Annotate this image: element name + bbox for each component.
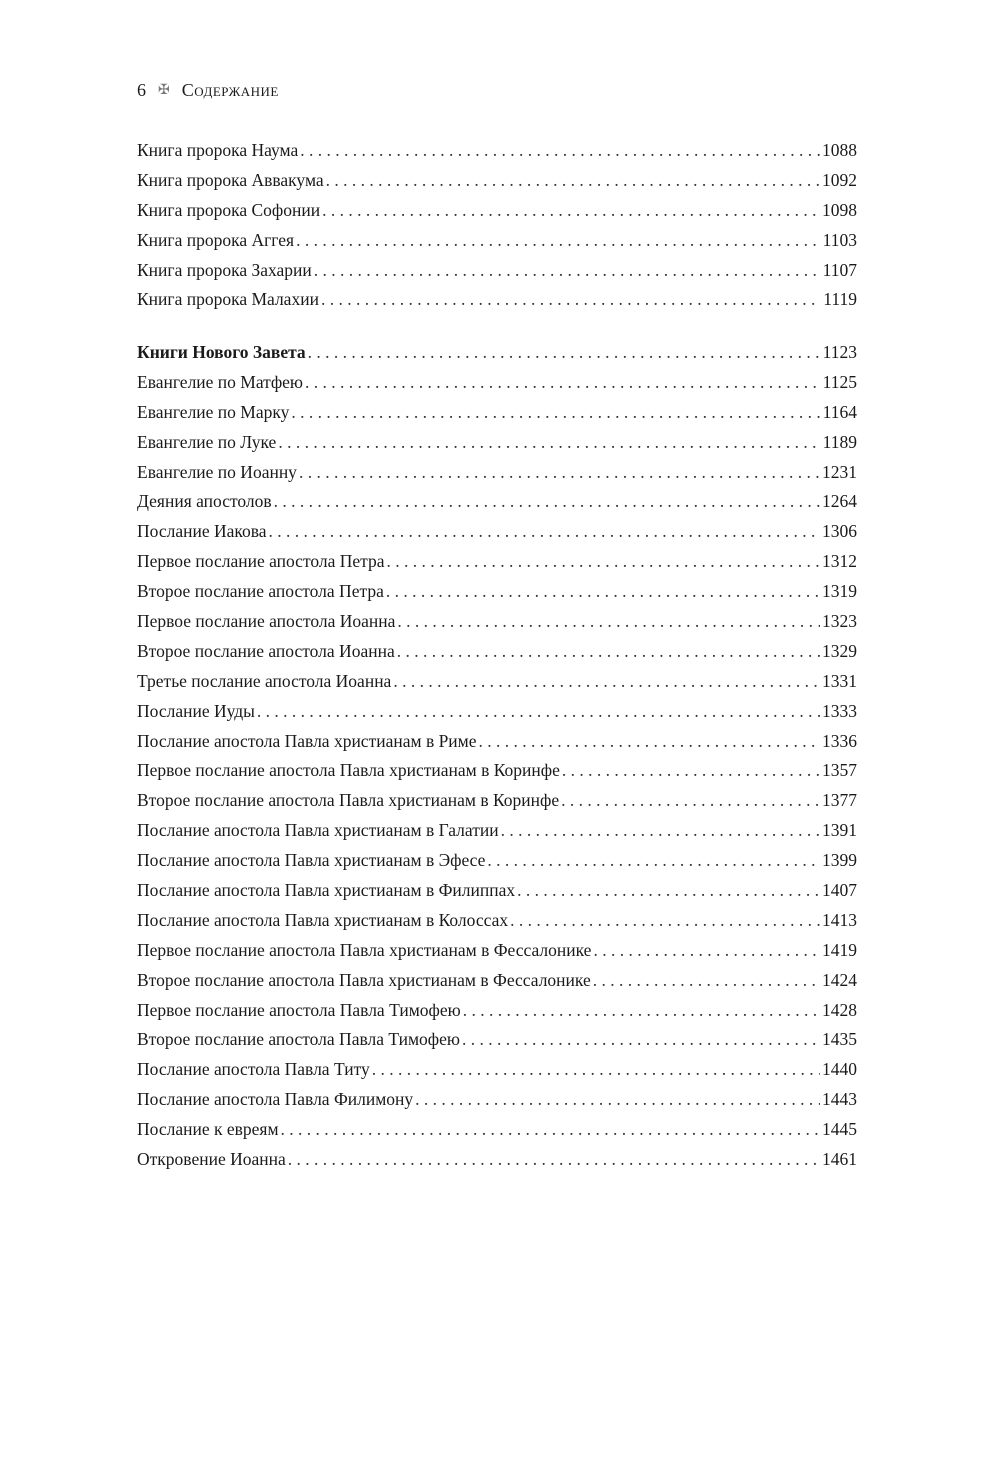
- dot-leader: [462, 1025, 820, 1055]
- toc-entry-page: 1107: [822, 259, 857, 280]
- toc-entry-page: 1336: [822, 730, 857, 751]
- toc-entry-title: Первое послание апостола Павла христианам в Фессалонике: [137, 939, 592, 960]
- toc-entry: [137, 398, 857, 428]
- dot-leader: [562, 756, 820, 786]
- dot-leader: [299, 458, 820, 488]
- toc-entry-title: Первое послание апостола Павла христианам в Коринфе: [137, 760, 560, 781]
- running-header: [137, 80, 279, 101]
- toc-entry: [137, 256, 857, 286]
- toc-entry-page: 1419: [822, 939, 857, 960]
- dot-leader: [501, 816, 820, 846]
- toc-entry: [137, 1145, 857, 1175]
- toc-entry: [137, 1055, 857, 1085]
- dot-leader: [326, 166, 820, 196]
- toc-entry-title: Второе послание апостола Иоанна: [137, 640, 395, 661]
- toc-entry: [137, 816, 857, 846]
- toc-entry: [137, 1025, 857, 1055]
- dot-leader: [593, 936, 820, 966]
- toc-entry: [137, 966, 857, 996]
- toc-entry-title: Послание Иакова: [137, 521, 267, 542]
- toc-entry-page: 1377: [822, 790, 857, 811]
- toc-entry-page: 1264: [822, 491, 857, 512]
- toc-entry-page: 1331: [822, 670, 857, 691]
- toc-entry-page: 1319: [822, 581, 857, 602]
- toc-entry: [137, 727, 857, 757]
- toc-section-old-testament: [137, 136, 857, 315]
- dot-leader: [393, 667, 820, 697]
- toc-entry: [137, 547, 857, 577]
- toc-entry: [137, 458, 857, 488]
- toc-entry: [137, 756, 857, 786]
- toc-entry-page: 1357: [822, 760, 857, 781]
- toc-entry-title: Книга пророка Софонии: [137, 199, 321, 220]
- toc-entry-title: Послание апостола Павла Филимону: [137, 1089, 414, 1110]
- toc-entry-title: Евангелие по Иоанну: [137, 461, 297, 482]
- dot-leader: [415, 1085, 820, 1115]
- dot-leader: [288, 1145, 820, 1175]
- toc-entry-page: 1435: [822, 1029, 857, 1050]
- toc-entry-title: Евангелие по Марку: [137, 401, 290, 422]
- toc-entry-title: Второе послание апостола Петра: [137, 581, 384, 602]
- toc-entry-title: Деяния апостолов: [137, 491, 272, 512]
- toc-entry-page: 1424: [822, 969, 857, 990]
- toc-entry: [137, 637, 857, 667]
- dot-leader: [397, 637, 820, 667]
- toc-section-heading: [137, 338, 857, 368]
- dot-leader: [257, 697, 820, 727]
- toc-entry: [137, 876, 857, 906]
- toc-entry-title: Книга пророка Захарии: [137, 259, 312, 280]
- toc-entry: [137, 577, 857, 607]
- dot-leader: [314, 256, 821, 286]
- dot-leader: [372, 1055, 820, 1085]
- dot-leader: [463, 996, 820, 1026]
- dot-leader: [397, 607, 820, 637]
- toc-entry-title: Книга пророка Малахии: [137, 289, 319, 310]
- toc-entry-title: Послание к евреям: [137, 1119, 279, 1140]
- toc-entry-page: 1445: [822, 1119, 857, 1140]
- toc-entry-title: Первое послание апостола Петра: [137, 551, 385, 572]
- toc-entry: [137, 166, 857, 196]
- dot-leader: [387, 547, 820, 577]
- toc-entry-page: 1119: [823, 289, 857, 310]
- toc-entry: [137, 517, 857, 547]
- toc-entry: [137, 846, 857, 876]
- toc-entry: [137, 1085, 857, 1115]
- toc-entry-title: Книга пророка Аввакума: [137, 169, 324, 190]
- toc-entry: [137, 906, 857, 936]
- dot-leader: [479, 727, 820, 757]
- dot-leader: [300, 136, 820, 166]
- toc-entry-title: Послание апостола Павла христианам в Галатии: [137, 820, 499, 841]
- dot-leader: [593, 966, 820, 996]
- toc-entry-title: Книга пророка Аггея: [137, 229, 295, 250]
- toc-entry-title: Послание апостола Павла христианам в Эфесе: [137, 850, 486, 871]
- toc-entry-page: 1440: [822, 1059, 857, 1080]
- dot-leader: [296, 226, 821, 256]
- dot-leader: [517, 876, 820, 906]
- dot-leader: [561, 786, 820, 816]
- toc-entry-page: 1125: [822, 371, 857, 392]
- toc-entry: [137, 428, 857, 458]
- dot-leader: [291, 398, 820, 428]
- toc-entry-page: 1189: [822, 431, 857, 452]
- toc-entry-title: Послание апостола Павла христианам в Филиппах: [137, 880, 516, 901]
- dot-leader: [278, 428, 820, 458]
- toc-entry-title: Послание Иуды: [137, 700, 255, 721]
- toc-entry: [137, 368, 857, 398]
- toc-entry-page: 1103: [822, 229, 857, 250]
- dot-leader: [386, 577, 820, 607]
- dot-leader: [322, 196, 820, 226]
- dot-leader: [269, 517, 820, 547]
- toc-entry-title: Второе послание апостола Павла христианам в Коринфе: [137, 790, 560, 811]
- toc-entry-title: Евангелие по Луке: [137, 431, 277, 452]
- toc-entry-title: Евангелие по Матфею: [137, 371, 304, 392]
- dot-leader: [510, 906, 820, 936]
- toc-entry-page: 1443: [822, 1089, 857, 1110]
- toc-entry-title: Первое послание апостола Иоанна: [137, 611, 396, 632]
- toc-entry: [137, 136, 857, 166]
- toc-entry-page: 1098: [822, 199, 857, 220]
- toc-entry-title: Послание апостола Павла христианам в Риме: [137, 730, 477, 751]
- toc-entry-page: 1088: [822, 140, 857, 160]
- toc-entry: [137, 285, 857, 315]
- toc-entry-page: 1391: [822, 820, 857, 841]
- toc-entry-title: Второе послание апостола Павла христианам в Фессалонике: [137, 969, 591, 990]
- dot-leader: [487, 846, 820, 876]
- toc-entry: [137, 667, 857, 697]
- toc-entry-title: Книги Нового Завета: [137, 342, 306, 362]
- toc-entry-page: 1329: [822, 640, 857, 661]
- toc-entry-title: Первое послание апостола Павла Тимофею: [137, 999, 461, 1020]
- toc-entry-page: 1407: [822, 880, 857, 901]
- toc-entry-title: Третье послание апостола Иоанна: [137, 670, 392, 691]
- header-title: Содержание: [181, 80, 279, 100]
- toc-entry: [137, 196, 857, 226]
- toc-entry-title: Откровение Иоанна: [137, 1149, 286, 1170]
- toc-entry-page: 1399: [822, 850, 857, 871]
- page-number: 6: [137, 80, 146, 100]
- toc-entry: [137, 786, 857, 816]
- toc-entry-page: 1231: [822, 461, 857, 482]
- toc-entry-page: 1333: [822, 700, 857, 721]
- toc-entry: [137, 607, 857, 637]
- toc-entry-page: 1092: [822, 169, 857, 190]
- toc-entry-page: 1323: [822, 611, 857, 632]
- toc-entry-page: 1428: [822, 999, 857, 1020]
- toc-entry-title: Второе послание апостола Павла Тимофею: [137, 1029, 460, 1050]
- toc-entry-page: 1164: [822, 401, 857, 422]
- toc-entry-title: Послание апостола Павла Титу: [137, 1059, 370, 1080]
- dot-leader: [274, 487, 820, 517]
- dot-leader: [308, 338, 821, 368]
- dot-leader: [305, 368, 821, 398]
- toc-entry-page: 1413: [822, 909, 857, 930]
- toc-entry: [137, 487, 857, 517]
- toc-entry: [137, 996, 857, 1026]
- toc-entry: [137, 1115, 857, 1145]
- toc-entry: [137, 936, 857, 966]
- toc-entry-title: Книга пророка Наума: [137, 140, 299, 160]
- toc-entry-page: 1123: [822, 342, 857, 362]
- toc-entry-page: 1312: [822, 551, 857, 572]
- dot-leader: [321, 285, 821, 315]
- toc-entry: [137, 697, 857, 727]
- toc-entry-page: 1461: [822, 1149, 857, 1170]
- toc-entry-title: Послание апостола Павла христианам в Колоссах: [137, 909, 509, 930]
- dot-leader: [281, 1115, 820, 1145]
- toc-section-new-testament: [137, 338, 857, 1175]
- toc-entry: [137, 226, 857, 256]
- ornament-icon: ✠: [158, 83, 170, 98]
- toc-entry-page: 1306: [822, 521, 857, 542]
